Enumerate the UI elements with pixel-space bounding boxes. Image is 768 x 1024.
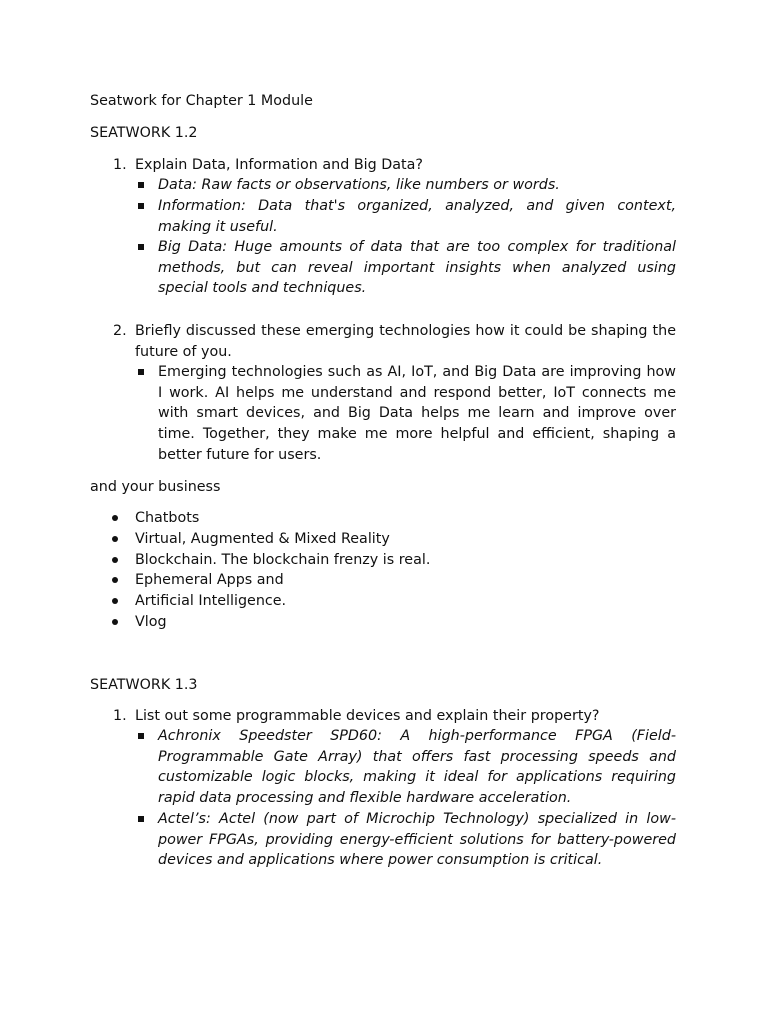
bullet-answer-actel: Actel’s: Actel (now part of Microchip Technology) specialized in low-power FPGAs, providing energy-efficient solutions for battery-powered devices and applications where power consumption is critical.: [158, 811, 676, 869]
list-item: Artificial Intelligence.: [135, 593, 287, 609]
document-title: Seatwork for Chapter 1 Module: [90, 93, 313, 109]
bullet-answer-big-data: Big Data: Huge amounts of data that are too complex for traditional methods, but can reveal important insights when analyzed using special tools and techniques.: [158, 239, 676, 297]
bullet-dot-icon: [112, 598, 118, 604]
bullet-answer-information: Information: Data that's organized, analyzed, and given context, making it useful.: [158, 198, 676, 235]
square-bullet-icon: [138, 369, 144, 375]
bullet-dot-icon: [112, 577, 118, 583]
list-item: Blockchain. The blockchain frenzy is real.: [135, 552, 431, 568]
square-bullet-icon: [138, 816, 144, 822]
square-bullet-icon: [138, 733, 144, 739]
business-label: and your business: [90, 479, 221, 495]
list-item: Vlog: [135, 614, 167, 630]
list-item: Ephemeral Apps and: [135, 572, 284, 588]
question-text: Briefly discussed these emerging technologies how it could be shaping the future of you.: [135, 323, 676, 360]
bullet-answer-data: Data: Raw facts or observations, like numbers or words.: [158, 177, 560, 193]
bullet-answer-achronix: Achronix Speedster SPD60: A high-performance FPGA (Field-Programmable Gate Array) that offers fast processing speeds and customizable logic blocks, making it ideal for applications requiring rapid data processing and flexible hardware acceleration.: [158, 728, 676, 807]
bullet-dot-icon: [112, 536, 118, 542]
square-bullet-icon: [138, 244, 144, 250]
question-text: List out some programmable devices and explain their property?: [135, 708, 600, 724]
question-number: 1.: [113, 157, 127, 173]
bullet-dot-icon: [112, 515, 118, 521]
seatwork-1-2-heading: SEATWORK 1.2: [90, 125, 198, 141]
seatwork-1-3-heading: SEATWORK 1.3: [90, 677, 198, 693]
list-item: Chatbots: [135, 510, 200, 526]
question-number: 1.: [113, 708, 127, 724]
bullet-answer-emerging-tech: Emerging technologies such as AI, IoT, and Big Data are improving how I work. AI helps me understand and respond better, IoT connects me with smart devices, and Big Data helps me learn and improve over time. Together, they make me more helpful and efficient, shaping a better future for users.: [158, 364, 676, 463]
question-text: Explain Data, Information and Big Data?: [135, 157, 423, 173]
square-bullet-icon: [138, 182, 144, 188]
bullet-dot-icon: [112, 619, 118, 625]
bullet-dot-icon: [112, 557, 118, 563]
list-item: Virtual, Augmented & Mixed Reality: [135, 531, 390, 547]
square-bullet-icon: [138, 203, 144, 209]
question-number: 2.: [113, 323, 127, 339]
